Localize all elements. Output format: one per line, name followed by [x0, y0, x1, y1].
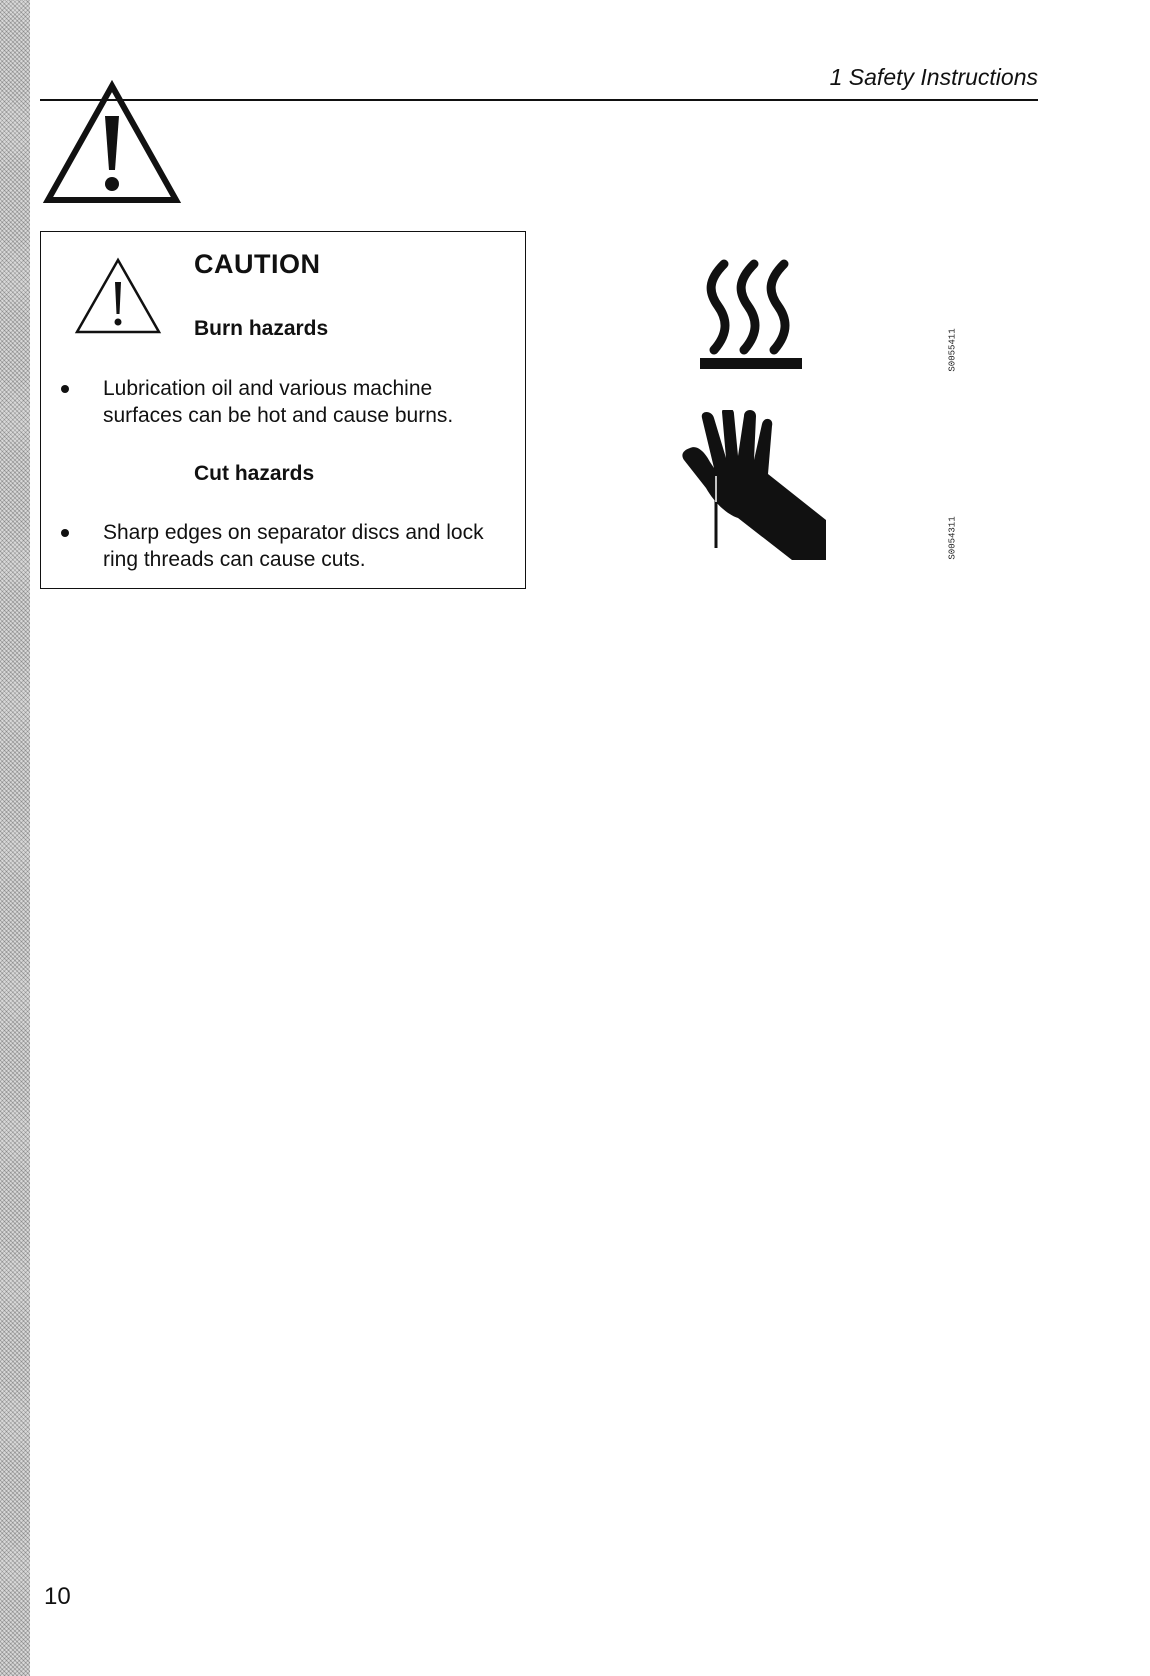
scan-edge [0, 0, 30, 1676]
caution-box [40, 231, 526, 589]
section-title: 1 Safety Instructions [829, 64, 1038, 90]
cut-hand-icon [672, 410, 828, 560]
list-item [61, 375, 511, 429]
figure-code-heat: S0055411 [947, 328, 958, 372]
page-number: 10 [44, 1583, 71, 1610]
warning-triangle-icon [42, 80, 182, 208]
cut-hazard-text: Sharp edges on separator discs and lock ring threads can cause cuts. [103, 521, 484, 571]
cut-hazards-heading: Cut hazards [194, 462, 315, 485]
bullet-icon [61, 385, 69, 393]
warning-triangle-icon [73, 256, 163, 336]
burn-hazard-text: Lubrication oil and various machine surfaces can be hot and cause burns. [103, 377, 454, 427]
figure-code-hand: S0054311 [947, 516, 958, 560]
list-item [61, 519, 511, 573]
header-rule [40, 99, 1038, 101]
bullet-icon [61, 529, 69, 537]
caution-title: CAUTION [194, 249, 321, 279]
burn-hazards-heading: Burn hazards [194, 317, 329, 340]
hot-surface-icon [698, 258, 804, 370]
